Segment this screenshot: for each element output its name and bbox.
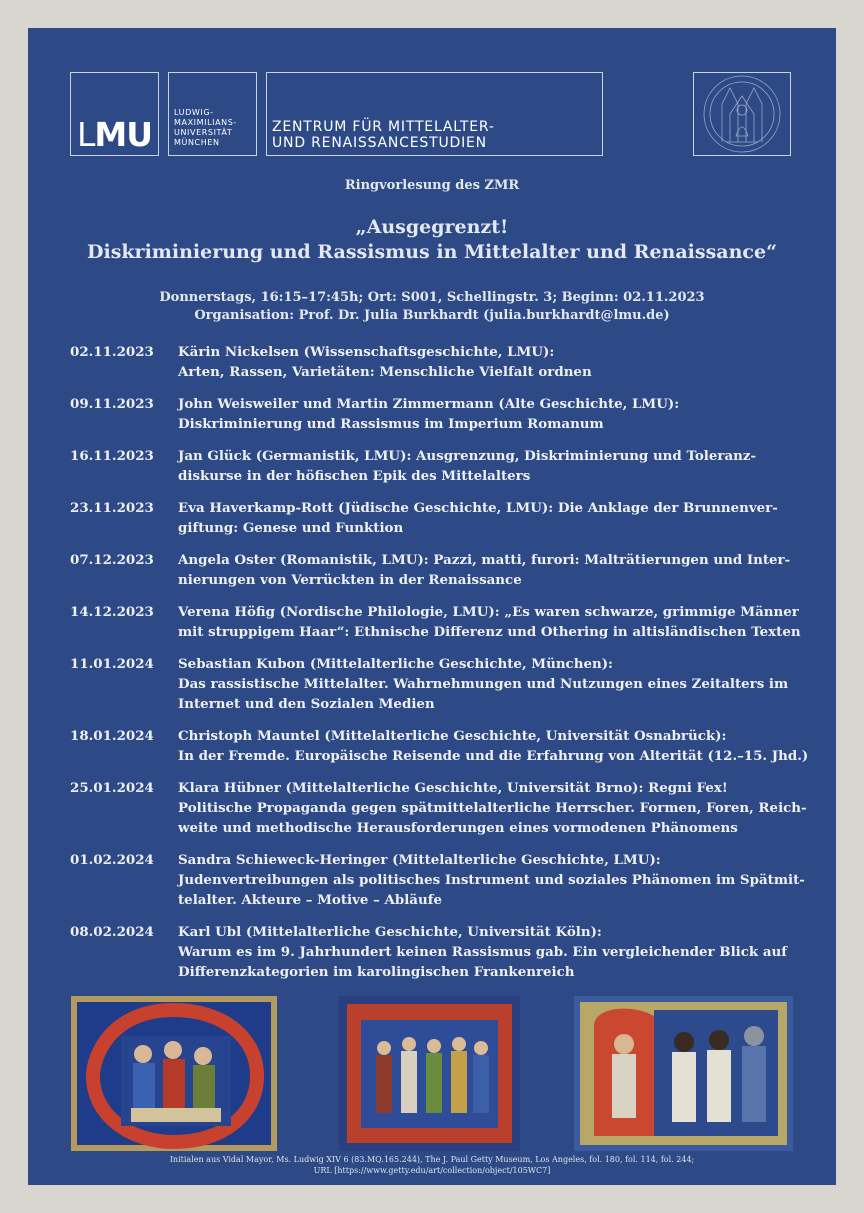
illuminated-initial-3	[574, 996, 793, 1151]
lecture-entry	[70, 446, 810, 486]
lecture-date: 01.02.2024	[70, 852, 154, 868]
schedule-line: Donnerstags, 16:15–17:45h; Ort: S001, Schellingstr. 3; Beginn: 02.11.2023	[159, 290, 705, 305]
title-line: Diskriminierung und Rassismus in Mittelalter und Renaissance“	[87, 241, 777, 263]
lecture-text-line: Christoph Mauntel (Mittelalterliche Geschichte, Universität Osnabrück):	[178, 728, 727, 744]
lecture-date: 07.12.2023	[70, 552, 154, 568]
lecture-text-line: weite und methodische Herausforderungen eines vormodenen Phänomens	[178, 820, 738, 836]
lecture-text-line: Diskriminierung und Rassismus im Imperium Romanum	[178, 416, 604, 432]
lecture-text-line: telalter. Akteure – Motive – Abläufe	[178, 892, 442, 908]
lecture-entry	[70, 342, 810, 382]
university-seal	[693, 72, 791, 156]
title-line: „Ausgegrenzt!	[355, 216, 509, 238]
lecture-text-line: mit struppigem Haar“: Ethnische Differenz und Othering in altisländischen Texten	[178, 624, 801, 640]
lecture-text-line: Verena Höfig (Nordische Philologie, LMU): „Es waren schwarze, grimmige Männer	[178, 604, 799, 620]
lecture-date: 11.01.2024	[70, 656, 154, 672]
lecture-entry	[70, 922, 810, 982]
lecture-text-line: Jan Glück (Germanistik, LMU): Ausgrenzung, Diskriminierung und Toleranz-	[178, 448, 757, 464]
lecture-text-line: In der Fremde. Europäische Reisende und die Erfahrung von Alterität (12.–15. Jhd.)	[178, 748, 809, 764]
lecture-entry	[70, 550, 810, 590]
lecture-date: 14.12.2023	[70, 604, 154, 620]
lecture-text-line: nierungen von Verrückten in der Renaissance	[178, 572, 522, 588]
lecture-series-title	[28, 215, 836, 265]
lecture-text-line: diskurse in der höfischen Epik des Mittelalters	[178, 468, 531, 484]
series-label: Ringvorlesung des ZMR	[344, 178, 520, 193]
caption-line: URL [https://www.getty.edu/art/collection/object/105WC7]	[313, 1166, 551, 1175]
lecture-text-line: Judenvertreibungen als politisches Instrument und soziales Phänomen im Spätmit-	[178, 872, 805, 888]
university-line: MAXIMILIANS-	[174, 118, 237, 127]
poster	[28, 28, 836, 1185]
lecture-text-line: Das rassistische Mittelalter. Wahrnehmungen und Nutzungen eines Zeitalters im	[178, 676, 789, 692]
lecture-entry	[70, 394, 810, 434]
lecture-text-line: Klara Hübner (Mittelalterliche Geschichte, Universität Brno): Regni Fex!	[178, 780, 728, 796]
lecture-text-line: Kärin Nickelsen (Wissenschaftsgeschichte, LMU):	[178, 344, 555, 360]
lecture-text-line: Warum es im 9. Jahrhundert keinen Rassismus gab. Ein vergleichender Blick auf	[178, 944, 788, 960]
illuminated-initial-1	[71, 996, 277, 1151]
lecture-date: 16.11.2023	[70, 448, 154, 464]
lecture-date: 09.11.2023	[70, 396, 154, 412]
organisation-line: Organisation: Prof. Dr. Julia Burkhardt (julia.burkhardt@lmu.de)	[194, 308, 670, 323]
illumination-picture	[339, 996, 520, 1151]
center-name-box	[266, 72, 603, 156]
lecture-text-line: Sebastian Kubon (Mittelalterliche Geschichte, München):	[178, 656, 613, 672]
illuminations	[28, 996, 836, 1151]
lecture-text-line: John Weisweiler und Martin Zimmermann (Alte Geschichte, LMU):	[178, 396, 680, 412]
lecture-text-line: giftung: Genese und Funktion	[178, 520, 404, 536]
university-line: MÜNCHEN	[174, 138, 220, 147]
lecture-entry	[70, 778, 810, 838]
center-name-line: UND RENAISSANCESTUDIEN	[272, 135, 487, 151]
university-line: LUDWIG-	[174, 108, 214, 117]
lecture-entry	[70, 602, 810, 642]
lecture-entry	[70, 498, 810, 538]
lecture-text-line: Differenzkategorien im karolingischen Frankenreich	[178, 964, 575, 980]
illuminated-initial-2	[339, 996, 520, 1151]
image-caption	[28, 1154, 836, 1176]
lecture-date: 18.01.2024	[70, 728, 154, 744]
lecture-text-line: Arten, Rassen, Varietäten: Menschliche Vielfalt ordnen	[178, 364, 592, 380]
lecture-text-line: Sandra Schieweck-Heringer (Mittelalterliche Geschichte, LMU):	[178, 852, 661, 868]
seal-icon	[696, 74, 788, 154]
illumination-picture	[574, 996, 793, 1151]
lecture-entry	[70, 654, 810, 714]
lecture-date: 23.11.2023	[70, 500, 154, 516]
lecture-date: 08.02.2024	[70, 924, 154, 940]
lmu-logo-text: MU	[94, 115, 153, 154]
event-info	[28, 289, 836, 325]
lecture-date: 25.01.2024	[70, 780, 154, 796]
illumination-picture	[71, 996, 277, 1151]
caption-line: Initialen aus Vidal Mayor, Ms. Ludwig XIV 6 (83.MQ.165.244), The J. Paul Getty Museum, Los Angeles, fol. 180, fol. 114, fol. 244;	[169, 1155, 695, 1164]
lmu-logo: LMU	[70, 72, 159, 156]
lecture-text-line: Internet und den Sozialen Medien	[178, 696, 435, 712]
lecture-date: 02.11.2023	[70, 344, 154, 360]
lecture-entry	[70, 850, 810, 910]
lecture-text-line: Eva Haverkamp-Rott (Jüdische Geschichte, LMU): Die Anklage der Brunnenver-	[178, 500, 778, 516]
center-name-line: ZENTRUM FÜR MITTELALTER-	[272, 119, 495, 135]
lecture-text-line: Politische Propaganda gegen spätmittelalterliche Herrscher. Formen, Foren, Reich-	[178, 800, 807, 816]
lecture-text-line: Angela Oster (Romanistik, LMU): Pazzi, matti, furori: Malträtierungen und Inter-	[178, 552, 791, 568]
lecture-text-line: Karl Ubl (Mittelalterliche Geschichte, Universität Köln):	[178, 924, 602, 940]
university-line: UNIVERSITÄT	[174, 128, 233, 137]
lecture-entry	[70, 726, 810, 766]
lecture-program	[70, 342, 810, 982]
university-name-box	[168, 72, 257, 156]
